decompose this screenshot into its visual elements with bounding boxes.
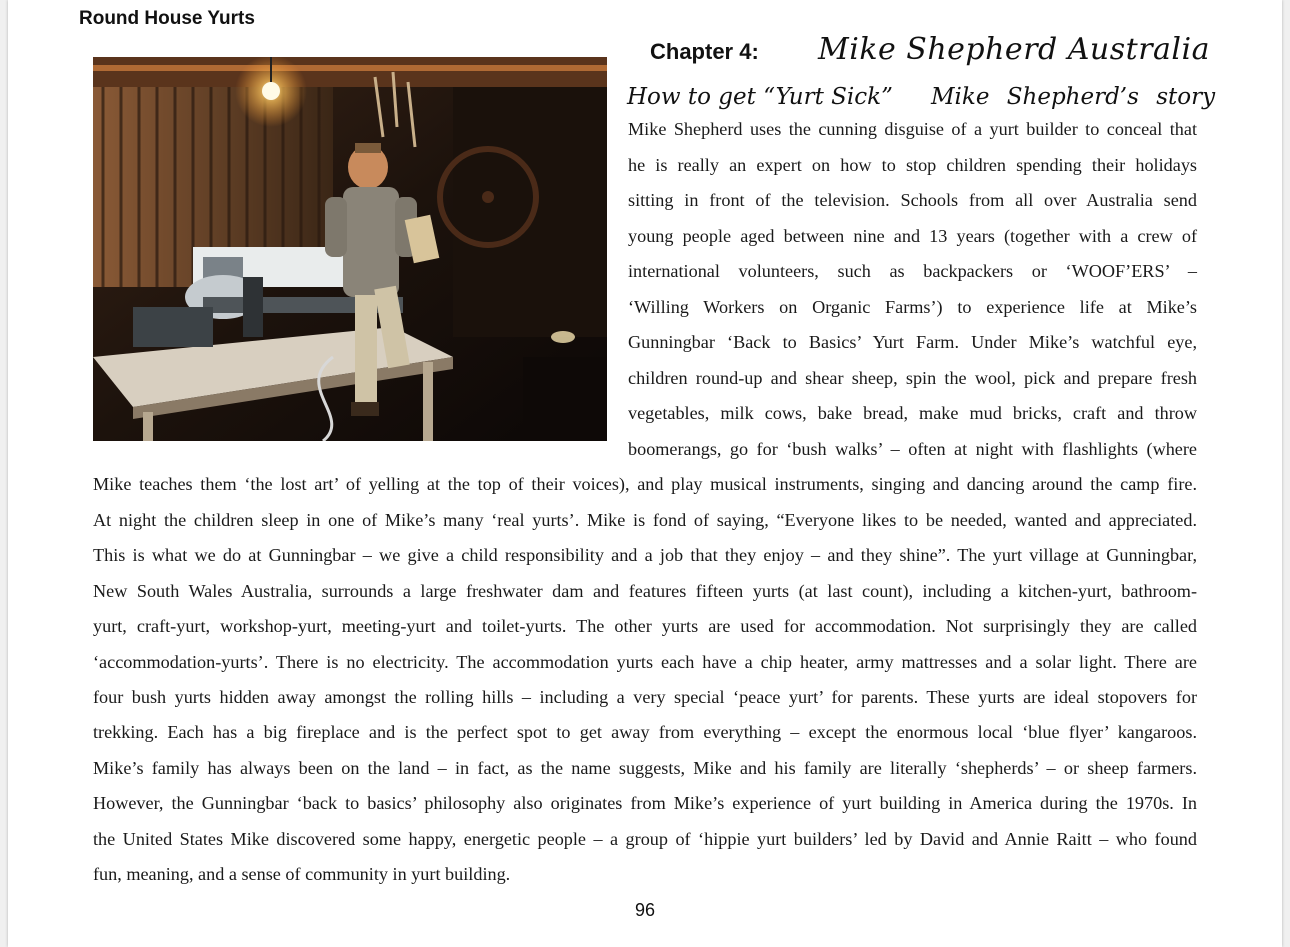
document-page [8,0,1282,947]
body-line: ‘accommodation-yurts’. There is no electricity. The accommodation yurts each have a chip heater, army mattresses and a solar light. There are [93,652,1197,672]
body-line: fun, meaning, and a sense of community in yurt building. [93,864,511,884]
body-line: sitting in front of the television. Schools from all over Australia send [628,190,1197,210]
body-line: Gunningbar ‘Back to Basics’ Yurt Farm. Under Mike’s watchful eye, [628,332,1197,352]
body-line: he is really an expert on how to stop children spending their holidays [628,155,1197,175]
body-line: At night the children sleep in one of Mike’s many ‘real yurts’. Mike is fond of saying, “Everyone likes to be needed, wanted and appreciated. [93,510,1197,530]
body-line: ‘Willing Workers on Organic Farms’) to experience life at Mike’s [628,297,1197,317]
subtitle-right: Mike Shepherd’s story [931,84,1216,110]
body-line: Mike teaches them ‘the lost art’ of yelling at the top of their voices), and play musical instruments, singing and dancing around the camp fire. [93,474,1197,494]
chapter-title: Mike Shepherd Australia [818,32,1211,67]
workshop-photo [93,57,607,441]
body-line: boomerangs, go for ‘bush walks’ – often at night with flashlights (where [628,439,1197,459]
body-line: international volunteers, such as backpackers or ‘WOOF’ERS’ – [628,261,1197,281]
body-line: yurt, craft-yurt, workshop-yurt, meeting-yurt and toilet-yurts. The other yurts are used for accommodation. Not surprisingly they are called [93,616,1197,636]
body-line: the United States Mike discovered some happy, energetic people – a group of ‘hippie yurt builders’ led by David and Annie Raitt – who found [93,829,1197,849]
body-line: vegetables, milk cows, bake bread, make mud bricks, craft and throw [628,403,1197,423]
body-line: However, the Gunningbar ‘back to basics’ philosophy also originates from Mike’s experience of yurt building in America during the 1970s. In [93,793,1197,813]
body-line: young people aged between nine and 13 years (together with a crew of [628,226,1197,246]
subtitle-left: How to get “Yurt Sick” [627,84,893,110]
body-line: children round-up and shear sheep, spin the wool, pick and prepare fresh [628,368,1197,388]
body-line: Mike Shepherd uses the cunning disguise of a yurt builder to conceal that [628,119,1197,139]
page-number: 96 [634,900,656,920]
chapter-subtitle [627,84,1216,118]
chapter-heading [650,32,1220,76]
body-line: New South Wales Australia, surrounds a large freshwater dam and features fifteen yurts (at last count), including a kitchen-yurt, bathroom- [93,581,1197,601]
running-head: Round House Yurts [79,8,255,29]
chapter-number: Chapter 4: [650,39,759,64]
body-line: four bush yurts hidden away amongst the rolling hills – including a very special ‘peace yurt’ for parents. These yurts are ideal stopovers for [93,687,1197,707]
body-line: Mike’s family has always been on the land – in fact, as the name suggests, Mike and his family are literally ‘shepherds’ – or sheep farmers. [93,758,1197,778]
body-line: This is what we do at Gunningbar – we give a child responsibility and a job that they enjoy – and they shine”. The yurt village at Gunningbar, [93,545,1197,565]
body-line: trekking. Each has a big fireplace and is the perfect spot to get away from everything – except the enormous local ‘blue flyer’ kangaroos. [93,722,1197,742]
